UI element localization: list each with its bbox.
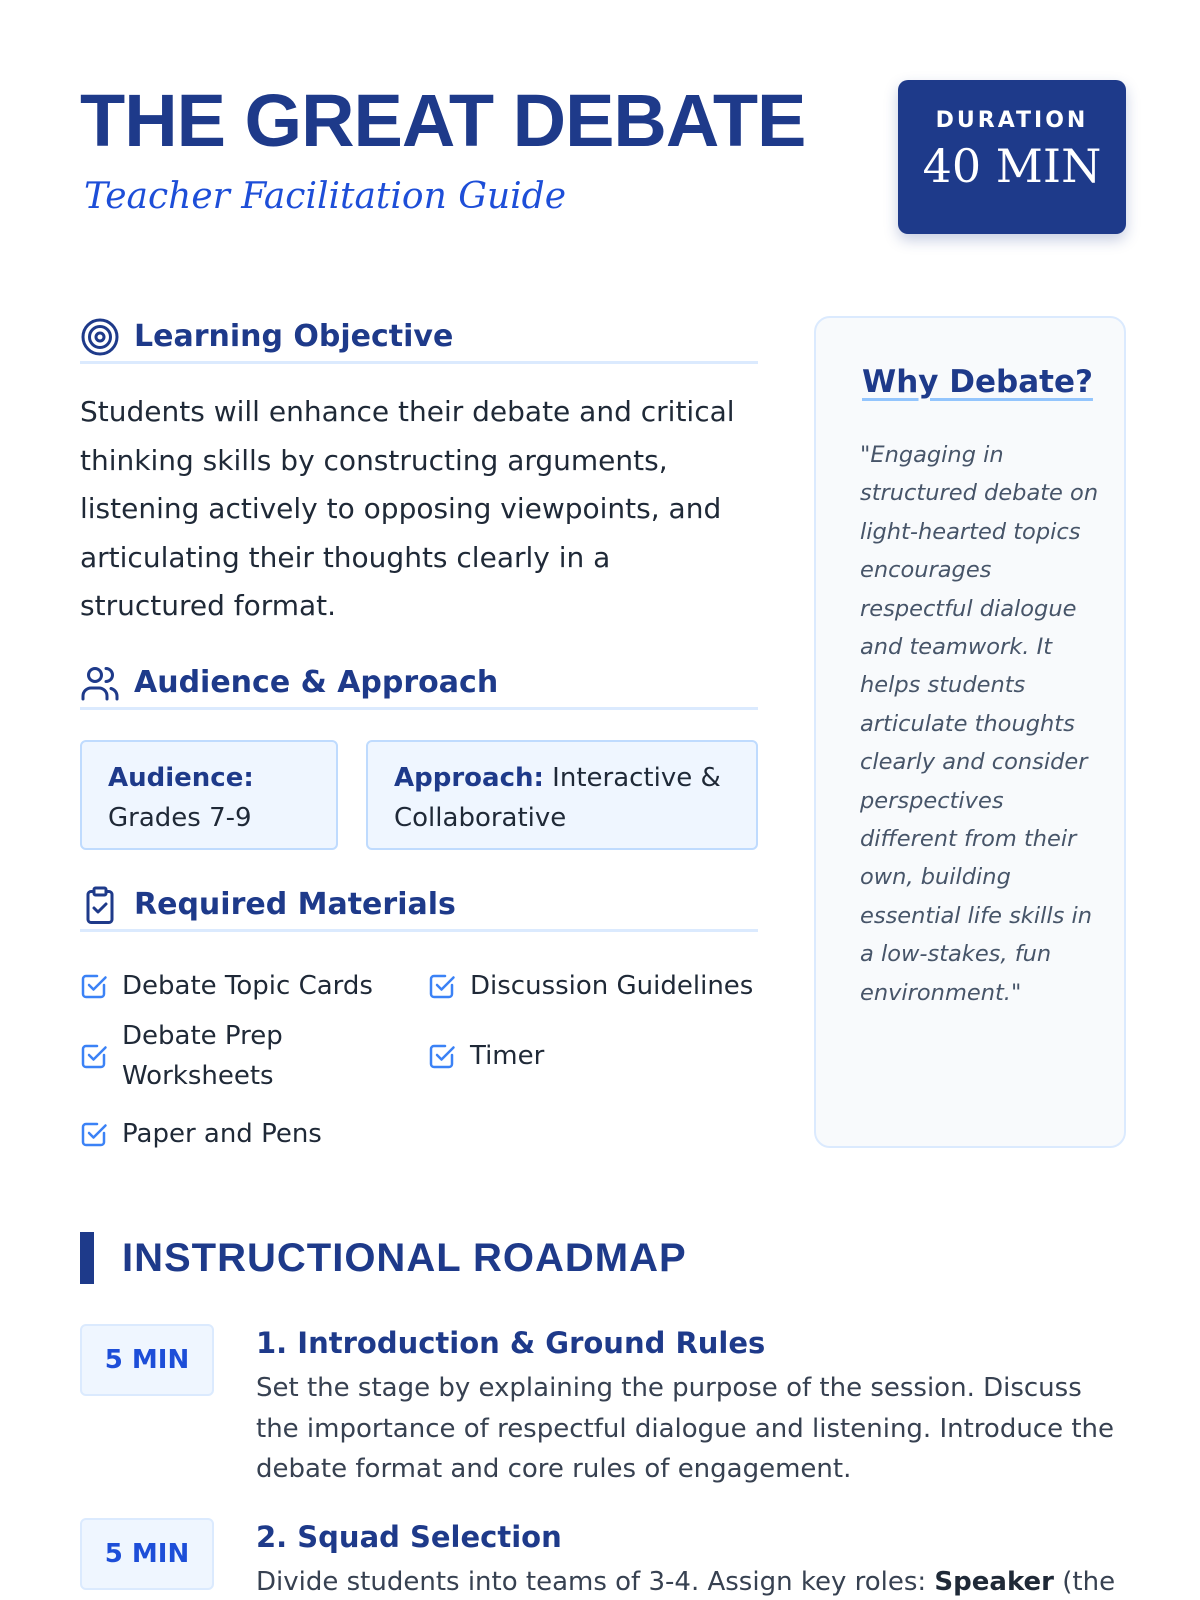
- material-item: [428, 966, 753, 1006]
- page-title: THE GREAT DEBATE: [80, 79, 806, 162]
- clipboard-check-icon: [80, 885, 120, 925]
- step-description: [256, 1562, 1126, 1600]
- material-label: Debate Prep Worksheets: [122, 1021, 283, 1091]
- approach-key: Approach:: [394, 763, 544, 793]
- step-desc-text: Divide students into teams of 3-4. Assign key roles:: [256, 1567, 935, 1597]
- material-item: [80, 1016, 380, 1096]
- checkbox-checked-icon: [80, 1042, 108, 1070]
- why-debate-card: [814, 316, 1126, 1148]
- checkbox-checked-icon: [428, 1042, 456, 1070]
- checkbox-checked-icon: [428, 972, 456, 1000]
- material-item: [80, 966, 373, 1006]
- learning-objective-heading: [80, 312, 758, 364]
- step-desc-text: (the: [1054, 1567, 1116, 1597]
- duration-badge: [898, 80, 1126, 234]
- step-title: 1. Introduction & Ground Rules: [256, 1326, 766, 1360]
- material-item: [80, 1114, 322, 1154]
- duration-value: 40 MIN: [922, 139, 1102, 193]
- audience-value: Grades 7-9: [108, 803, 252, 833]
- step-title: 2. Squad Selection: [256, 1520, 562, 1554]
- required-materials-label: Required Materials: [134, 887, 456, 922]
- audience-approach-label: Audience & Approach: [134, 665, 499, 700]
- page-subtitle: Teacher Facilitation Guide: [84, 176, 567, 217]
- audience-key: Audience:: [108, 763, 254, 793]
- material-label: Debate Topic Cards: [122, 971, 373, 1001]
- checkbox-checked-icon: [80, 972, 108, 1000]
- material-label: Discussion Guidelines: [470, 971, 754, 1001]
- required-materials-heading: [80, 880, 758, 932]
- step-time-badge: 5 MIN: [80, 1518, 214, 1590]
- target-icon: [80, 317, 120, 357]
- why-debate-quote: "Engaging in structured debate on light-hearted topics encourages respectful dialogue and teamwork. It helps students articulate thoughts clearly and consider perspectives different from their own, building essential life skills in a low-stakes, fun environment.": [860, 442, 1099, 1006]
- why-debate-title: Why Debate?: [862, 364, 1093, 400]
- roadmap-title: INSTRUCTIONAL ROADMAP: [122, 1236, 687, 1280]
- duration-label: DURATION: [935, 108, 1089, 133]
- approach-box: [366, 740, 758, 850]
- step-desc-role: Speaker: [934, 1567, 1054, 1597]
- material-label: Timer: [470, 1041, 545, 1071]
- learning-objective-text: Students will enhance their debate and critical thinking skills by constructing arguments, listening actively to opposing viewpoints, and articulating their thoughts clearly in a structured format.: [80, 395, 735, 622]
- material-item: [428, 1036, 544, 1076]
- learning-objective-label: Learning Objective: [134, 319, 454, 354]
- step-description: Set the stage by explaining the purpose of the session. Discuss the importance of respectful dialogue and listening. Introduce the debate format and core rules of engagement.: [256, 1373, 1115, 1484]
- step-time-badge: 5 MIN: [80, 1324, 214, 1396]
- material-label: Paper and Pens: [122, 1119, 322, 1149]
- audience-box: [80, 740, 338, 850]
- audience-approach-heading: [80, 658, 758, 710]
- approach-value: Interactive & Collaborative: [394, 763, 721, 833]
- users-icon: [80, 663, 120, 703]
- checkbox-checked-icon: [80, 1120, 108, 1148]
- roadmap-accent-bar: [80, 1232, 94, 1284]
